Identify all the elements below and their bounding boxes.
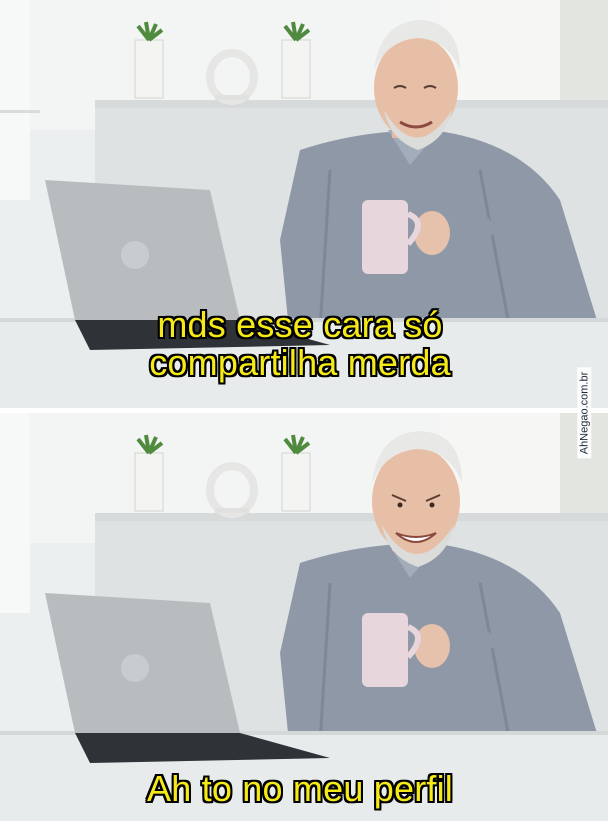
meme-panel-bottom — [0, 413, 608, 821]
caption-bottom — [20, 770, 580, 808]
meme-panel-top — [0, 0, 608, 408]
caption-bottom-line-1: Ah to no meu perfil — [147, 768, 453, 809]
photo-scene-bottom — [0, 413, 608, 821]
caption-top-line-2: compartilha merda — [149, 342, 451, 383]
watermark-text: AhNegao.com.br — [577, 368, 591, 459]
watermark — [568, 358, 600, 468]
caption-top — [20, 306, 580, 382]
caption-top-line-1: mds esse cara só — [157, 304, 443, 345]
